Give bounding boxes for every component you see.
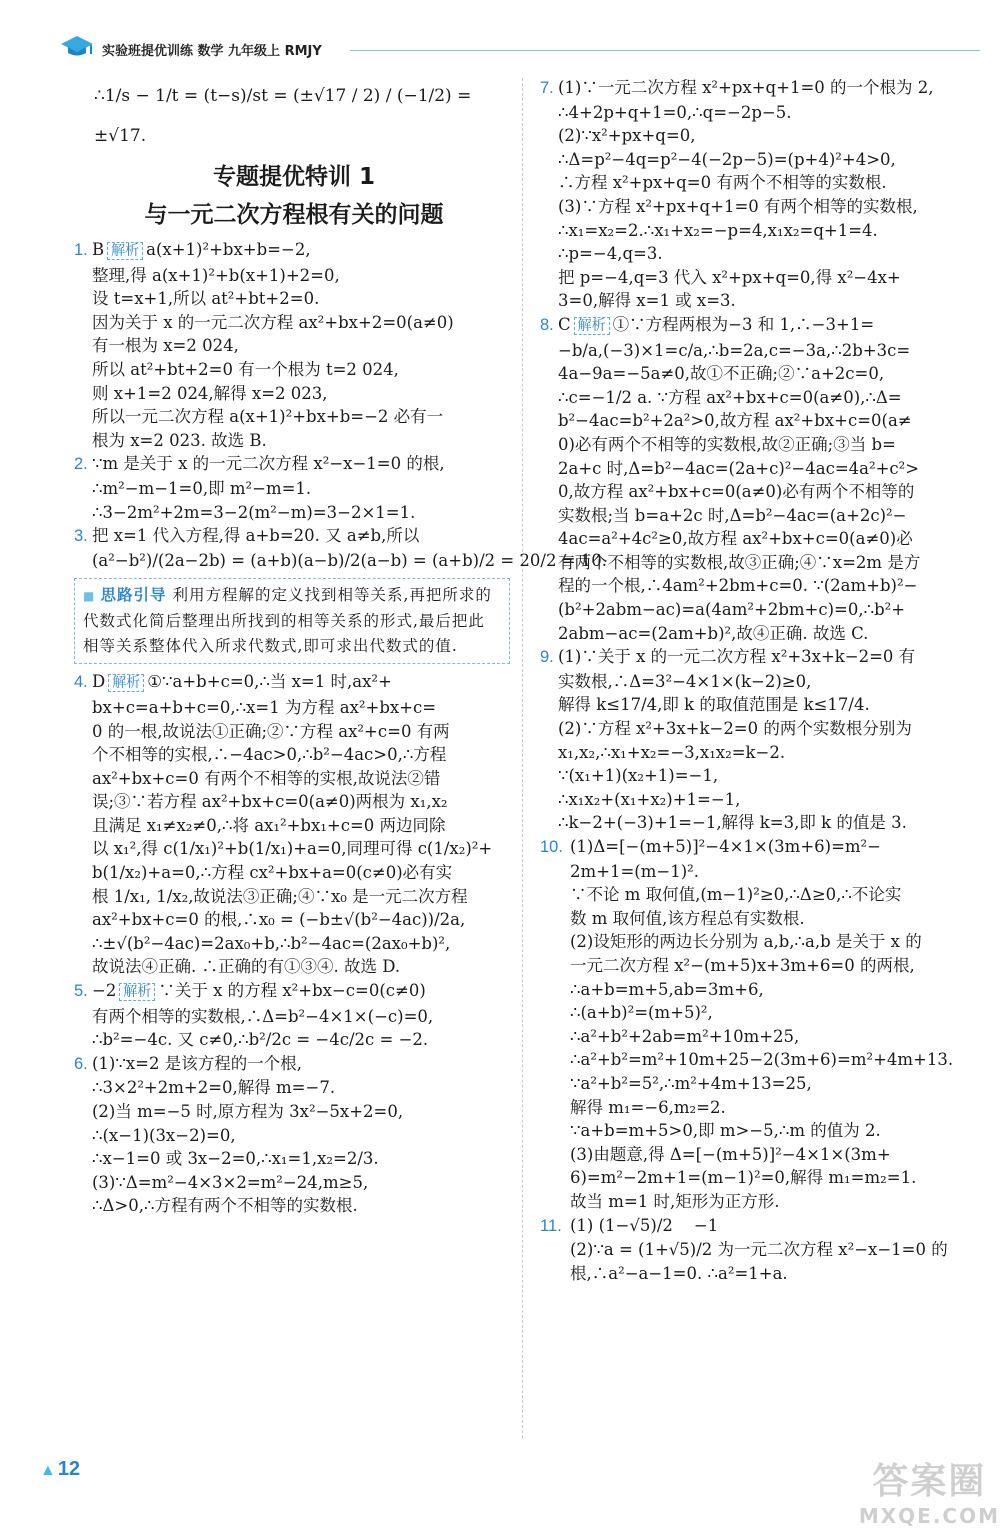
solution-line (92, 287, 514, 311)
watermark-logo: 答案圈 MXQE.COM (858, 1461, 1000, 1528)
line-text: 有两个不相等的实数根,故③正确;④∵x=2m 是方 (558, 552, 921, 572)
solution-line (92, 1194, 514, 1218)
solution-item (74, 1052, 514, 1218)
line-text: 设 t=x+1,所以 at²+bt+2=0. (92, 289, 320, 309)
solution-line (570, 1001, 990, 1025)
solution-line (92, 790, 514, 814)
solution-line (74, 238, 514, 264)
line-text: 程的一个根,∴4am²+2bm+c=0. ∵(2am+b)²− (558, 576, 918, 596)
solution-line (570, 1190, 990, 1214)
solution-line (558, 457, 990, 481)
line-text: ∴a+b=m+5,ab=3m+6, (570, 979, 764, 999)
solution-line (92, 311, 514, 335)
solution-line (558, 409, 990, 433)
line-text: −b/a,(−3)×1=c/a,∴b=2a,c=−3a,∴2b+3c= (558, 340, 911, 360)
solution-line (570, 978, 990, 1002)
item-number: 3. (74, 527, 88, 546)
item-number: 8. (540, 315, 554, 334)
solution-line (92, 1028, 514, 1052)
solution-line (92, 1147, 514, 1171)
tip-label: ■ 思路引导 (83, 586, 167, 604)
solution-line (92, 382, 514, 406)
line-text: ∴p=−4,q=3. (558, 244, 663, 264)
header-title: 实验班提优训练 数学 九年级上 RMJY (102, 44, 322, 59)
solution-item (540, 76, 990, 313)
section-title-2: 与一元二次方程根有关的问题 (144, 202, 444, 228)
line-text: (1)∵关于 x 的一元二次方程 x²+3x+k−2=0 有 (558, 647, 916, 667)
item-number: 1. (74, 241, 88, 259)
solution-line (558, 362, 990, 386)
line-text: 把 p=−4,q=3 代入 x²+px+q=0,得 x²−4x+ (558, 267, 901, 287)
line-text: ∴c=−1/2 a. ∵方程 ax²+bx+c=0(a≠0),∴Δ= (558, 387, 902, 407)
item-number: 4. (74, 673, 88, 692)
solution-line (558, 622, 990, 646)
solution-line (570, 1048, 990, 1072)
solution-line (558, 811, 990, 835)
line-text: ∴3−2m²+2m=3−2(m²−m)=3−2×1=1. (92, 502, 416, 522)
line-text: (2)∵方程 x²+3x+k−2=0 的两个实数根分别为 (558, 719, 912, 739)
line-text: ax²+bx+c=0 的根,∴x₀ = (−b±√(b²−4ac))/2a, (92, 910, 466, 930)
solution-line (74, 452, 514, 477)
line-text: (b²+2abm−ac)=a(4am²+2bm+c)=0,∴b²+ (558, 600, 906, 620)
line-text: 有一根为 x=2 024, (92, 336, 239, 356)
solution-line (558, 788, 990, 812)
line-text: 解得 k≤17/4,即 k 的取值范围是 k≤17/4. (558, 695, 870, 715)
line-text: ∴Δ=p²−4q=p²−4(−2p−5)=(p+4)²+4>0, (558, 149, 896, 169)
line-text: 2m+1=(m−1)². (570, 861, 699, 881)
line-text: 根 1/x₁, 1/x₂,故说法③正确;④∵x₀ 是一元二次方程 (92, 886, 468, 906)
solution-line (74, 524, 514, 549)
solution-line (558, 598, 990, 622)
solution-line (558, 433, 990, 457)
solution-line (92, 1076, 514, 1100)
line-text: ∴方程 x²+px+q=0 有两个不相等的实数根. (558, 173, 887, 193)
line-text: 个不相等的实根,∴−4ac>0,∴b²−4ac>0,∴方程 (92, 745, 447, 765)
solution-line (570, 954, 990, 978)
solution-line (540, 76, 990, 101)
line-text: 2abm−ac=(2am+b)²,故④正确. 故选 C. (558, 623, 869, 643)
solution-line (558, 219, 990, 243)
solution-line (558, 386, 990, 410)
line-text: 把 x=1 代入方程,得 a+b=20. 又 a≠b,所以 (92, 526, 420, 546)
line-text: ∵关于 x 的方程 x²+bx−c=0(c≠0) (158, 981, 426, 1001)
solution-line (92, 429, 514, 453)
up-arrow-icon: ▲ (40, 1462, 56, 1479)
solution-line (558, 480, 990, 504)
solution-item (74, 670, 514, 979)
item-number: 9. (540, 648, 554, 667)
solution-line (92, 767, 514, 791)
line-text: ∵a²+b²=5²,∴m²+4m+13=25, (570, 1073, 812, 1093)
solution-line (92, 1171, 514, 1195)
solution-line (570, 1143, 990, 1167)
line-text: B (92, 240, 105, 259)
solution-item (74, 979, 514, 1052)
solution-line (92, 549, 608, 573)
line-text: ①∵方程两根为−3 和 1,∴−3+1= (612, 314, 875, 334)
solution-line (92, 501, 514, 525)
solution-line (558, 741, 990, 765)
line-text: 因为关于 x 的一元二次方程 ax²+bx+2=0(a≠0) (92, 312, 454, 332)
solution-line (558, 717, 990, 741)
solution-line (92, 358, 514, 382)
line-text: 4ac=a²+4c²≥0,故方程 ax²+bx+c=0(a≠0)必 (558, 529, 913, 549)
line-text: ∴a²+b²=m²+10m+25−2(3m+6)=m²+4m+13. (570, 1050, 954, 1070)
line-text: 根为 x=2 023. 故选 B. (92, 430, 267, 450)
line-text: 0,故方程 ax²+bx+c=0(a≠0)必有两个不相等的 (558, 482, 915, 502)
line-text: a(x+1)²+bx+b=−2, (146, 240, 311, 259)
right-solutions (540, 76, 990, 1285)
line-text: 故当 m=1 时,矩形为正方形. (570, 1191, 780, 1211)
line-text: −2 (92, 981, 117, 1001)
line-text: (3)∵方程 x²+px+q+1=0 有两个相等的实数根, (558, 196, 918, 216)
solution-line (570, 1238, 990, 1262)
item-number: 6. (74, 1054, 88, 1073)
left-solutions (74, 238, 608, 1218)
solution-line (92, 405, 514, 429)
tip-text: 利用方程解的定义找到相等关系,再把所求的代数式化简后整理出所找到的相等关系的形式,最后把此相等关系整体代入所求代数式,即可求出代数式的值. (83, 586, 492, 656)
line-text: 4a−9a=−5a≠0,故①不正确;②∵a+2c=0, (558, 364, 885, 384)
solution-line (92, 696, 514, 720)
line-text: 故说法④正确. ∴正确的有①③④. 故选 D. (92, 957, 401, 977)
line-text: 以 x₁²,得 c(1/x₁)²+b(1/x₁)+a=0,同理可得 c(1/x₂)²+ (92, 839, 493, 859)
page-header (60, 34, 980, 64)
line-text: (3)由题意,得 Δ=[−(m+5)]²−4×1×(3m+ (570, 1144, 891, 1164)
page-number: ▲ 12 (40, 1458, 81, 1480)
line-text: 一元二次方程 x²−(m+5)x+3m+6=0 的两根, (570, 955, 915, 975)
solution-item (74, 452, 514, 524)
line-text: (2)设矩形的两边长分别为 a,b,∴a,b 是关于 x 的 (570, 932, 922, 952)
analysis-tag: 解析 (108, 674, 144, 692)
solution-line (92, 1005, 514, 1029)
solution-line (540, 645, 990, 670)
line-text: (1)Δ=[−(m+5)]²−4×1×(3m+6)=m²− (570, 837, 881, 856)
line-text: ∴x−1=0 或 3x−2=0,∴x₁=1,x₂=2/3. (92, 1149, 379, 1169)
line-text: ∴x₁x₂+(x₁+x₂)+1=−1, (558, 789, 741, 809)
solution-line (92, 264, 514, 288)
right-column (540, 76, 990, 1285)
line-text: 数 m 取何值,该方程总有实数根. (570, 908, 805, 928)
solution-line (92, 955, 514, 979)
solution-line (92, 720, 514, 744)
line-text: 所以 at²+bt+2=0 有一个根为 t=2 024, (92, 359, 399, 379)
line-text: ∴±√(b²−4ac)=2ax₀+b,∴b²−4ac=(2ax₀+b)², (92, 933, 451, 953)
solution-line (570, 1025, 990, 1049)
line-text: ∵a+b=m+5>0,即 m>−5,∴m 的值为 2. (570, 1121, 881, 1141)
solution-line (558, 124, 990, 148)
solution-item (74, 524, 608, 572)
solution-item (540, 645, 990, 835)
solution-line (92, 1100, 514, 1124)
line-text: x₁,x₂,∴x₁+x₂=−3,x₁x₂=k−2. (558, 742, 786, 762)
line-text: 2a+c 时,Δ=b²−4ac=(2a+c)²−4ac=4a²+c²> (558, 458, 920, 478)
solution-line (92, 1124, 514, 1148)
line-text: (3)∵Δ=m²−4×3×2=m²−24,m≥5, (92, 1172, 369, 1192)
line-text: (1) (1−√5)/2 −1 (570, 1215, 719, 1235)
line-text: ∴b²=−4c. 又 c≠0,∴b²/2c = −4c/2c = −2. (92, 1030, 429, 1050)
line-text: (1)∵x=2 是该方程的一个根, (92, 1053, 302, 1073)
solution-line (570, 1072, 990, 1096)
solution-item (540, 1214, 990, 1286)
solution-line (92, 908, 514, 932)
line-text: ①∵a+b+c=0,∴当 x=1 时,ax²+ (147, 672, 392, 692)
solution-line (558, 242, 990, 266)
line-text: ∵m 是关于 x 的一元二次方程 x²−x−1=0 的根, (92, 454, 445, 474)
solution-line (558, 527, 990, 551)
line-text: 根,∴a²−a−1=0. ∴a²=1+a. (570, 1263, 788, 1283)
analysis-tag: 解析 (119, 983, 155, 1001)
line-text: ∴a²+b²+2ab=m²+10m+25, (570, 1026, 800, 1046)
solution-line (570, 1119, 990, 1143)
line-text: ax²+bx+c=0 有两个不相等的实根,故说法②错 (92, 768, 441, 788)
solution-line (570, 1166, 990, 1190)
solution-line (92, 334, 514, 358)
line-text: 0)必有两个不相等的实数根,故②正确;③当 b= (558, 434, 896, 454)
line-text: ∴4+2p+q+1=0,∴q=−2p−5. (558, 102, 792, 122)
solution-line (558, 266, 990, 290)
solution-line (92, 837, 514, 861)
solution-line (74, 670, 514, 696)
line-text: ∵(x₁+1)(x₂+1)=−1, (558, 766, 719, 786)
line-text: 则 x+1=2 024,解得 x=2 023, (92, 383, 328, 403)
line-text: 所以一元二次方程 a(x+1)²+bx+b=−2 必有一 (92, 407, 444, 427)
solution-line (92, 477, 514, 501)
line-text: (a²−b²)/(2a−2b) = (a+b)(a−b)/2(a−b) = (a+b)/2 = 20/2 = 10. (92, 550, 608, 570)
line-text: 实数根,∴Δ=3²−4×1×(k−2)≥0, (558, 671, 812, 691)
top-formula: ∴1/s − 1/t = (t−s)/st = (±√17 / 2) / (−1/2) = ±√17. (94, 86, 472, 146)
solution-item (540, 835, 990, 1214)
solution-line (74, 1052, 514, 1077)
line-text: 0 的一根,故说法①正确;②∵方程 ax²+c=0 有两 (92, 721, 450, 741)
item-number: 5. (74, 982, 88, 1001)
line-text: 6)=m²−2m+1=(m−1)²=0,解得 m₁=m₂=1. (570, 1168, 917, 1188)
line-text: ∴(a+b)²=(m+5)², (570, 1003, 713, 1023)
line-text: ∴x₁=x₂=2.∴x₁+x₂=−p=4,x₁x₂=q+1=4. (558, 220, 878, 240)
solution-line (540, 835, 990, 860)
left-column (74, 76, 608, 1218)
line-text: (1)∵一元二次方程 x²+px+q+1=0 的一个根为 2, (558, 78, 934, 97)
solution-line (92, 932, 514, 956)
line-text: D (92, 672, 106, 692)
line-text: 有两个相等的实数根,∴Δ=b²−4×1×(−c)=0, (92, 1006, 434, 1026)
line-text: 整理,得 a(x+1)²+b(x+1)+2=0, (92, 265, 340, 285)
graduation-cap-icon (60, 34, 94, 60)
solution-line (570, 860, 990, 884)
solution-line (558, 339, 990, 363)
solution-line (92, 861, 514, 885)
line-text: 实数根;当 b=a+2c 时,Δ=b²−4ac=(a+2c)²− (558, 505, 907, 525)
line-text: (2)∵x²+px+q=0, (558, 126, 696, 146)
solution-line (570, 1096, 990, 1120)
line-text: ∴Δ>0,∴方程有两个不相等的实数根. (92, 1196, 358, 1216)
line-text: C (558, 314, 571, 334)
solution-line (540, 313, 990, 339)
section-title-1: 专题提优特训 1 (212, 164, 375, 190)
line-text: ∴(x−1)(3x−2)=0, (92, 1125, 236, 1145)
line-text: ∵不论 m 取何值,(m−1)²≥0,∴Δ≥0,∴不论实 (570, 885, 902, 905)
solution-line (558, 764, 990, 788)
solution-line (570, 883, 990, 907)
analysis-tag: 解析 (574, 317, 610, 335)
analysis-tag: 解析 (107, 242, 143, 260)
line-text: 误;③∵若方程 ax²+bx+c=0(a≠0)两根为 x₁,x₂ (92, 792, 448, 812)
header-rule (350, 50, 980, 51)
line-text: 且满足 x₁≠x₂≠0,∴将 ax₁²+bx₁+c=0 两边同除 (92, 815, 446, 835)
solution-line (74, 979, 514, 1005)
solution-item (74, 238, 514, 452)
solution-line (570, 907, 990, 931)
solution-line (92, 743, 514, 767)
tip-box (74, 578, 510, 664)
solution-line (558, 171, 990, 195)
solution-line (570, 930, 990, 954)
item-number: 7. (540, 79, 554, 97)
line-text: 3=0,解得 x=1 或 x=3. (558, 291, 736, 311)
solution-line (558, 693, 990, 717)
solution-line (558, 504, 990, 528)
line-text: ∴3×2²+2m+2=0,解得 m=−7. (92, 1078, 336, 1098)
solution-line (558, 551, 990, 575)
column-divider (522, 78, 523, 1438)
item-number: 10. (540, 838, 563, 856)
solution-line (92, 814, 514, 838)
line-text: bx+c=a+b+c=0,∴x=1 为方程 ax²+bx+c= (92, 697, 437, 717)
line-text: ∴k−2+(−3)+1=−1,解得 k=3,即 k 的值是 3. (558, 813, 907, 833)
solution-item (540, 313, 990, 645)
solution-line (558, 574, 990, 598)
solution-line (570, 1262, 990, 1286)
line-text: (2)当 m=−5 时,原方程为 3x²−5x+2=0, (92, 1102, 404, 1121)
line-text: ∴m²−m−1=0,即 m²−m=1. (92, 478, 312, 498)
line-text: b(1/x₂)+a=0,∴方程 cx²+bx+a=0(c≠0)必有实 (92, 863, 453, 883)
line-text: b²−4ac=b²+2a²>0,故方程 ax²+bx+c=0(a≠ (558, 411, 912, 431)
solution-line (558, 195, 990, 219)
item-number: 11. (540, 1216, 562, 1235)
solution-line (558, 670, 990, 694)
item-number: 2. (74, 455, 88, 474)
solution-line (558, 148, 990, 172)
solution-line (558, 101, 990, 125)
line-text: 解得 m₁=−6,m₂=2. (570, 1097, 726, 1117)
line-text: (2)∵a = (1+√5)/2 为一元二次方程 x²−x−1=0 的 (570, 1240, 948, 1260)
solution-line (558, 289, 990, 313)
solution-line (540, 1214, 990, 1239)
solution-line (92, 885, 514, 909)
